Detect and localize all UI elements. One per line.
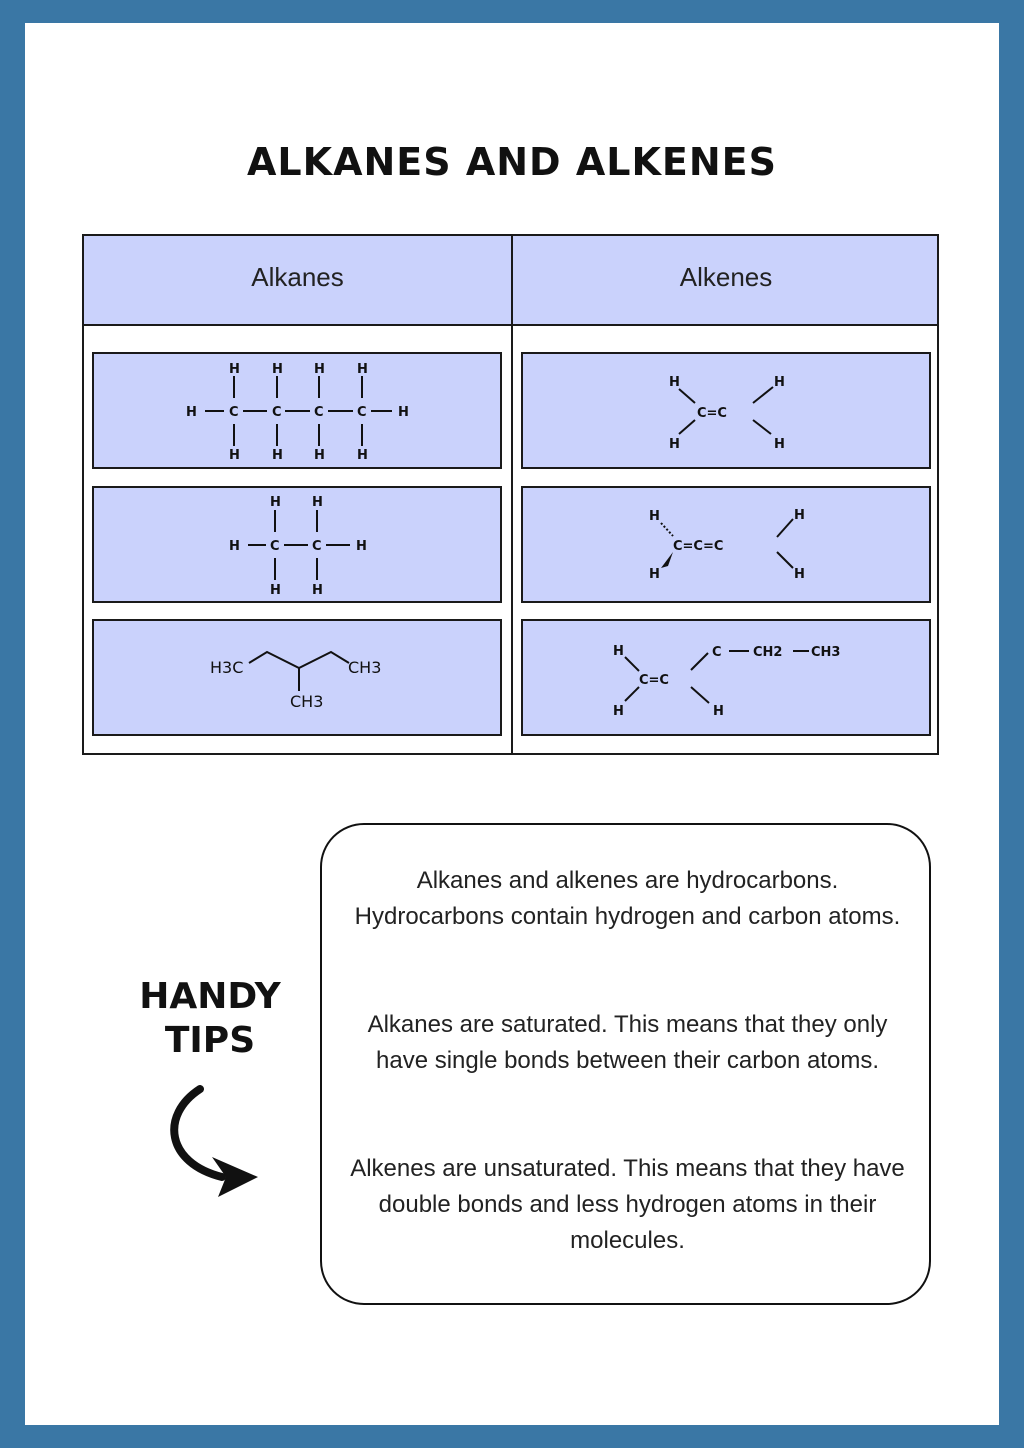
butane-cell	[92, 352, 502, 469]
ethane-structure	[94, 488, 504, 605]
handy-tips-line-2: TIPS	[164, 1020, 256, 1061]
ethene-cell	[521, 352, 931, 469]
atom-h: H	[669, 437, 680, 452]
atom-h: H	[270, 583, 281, 598]
atom-h: H	[312, 495, 323, 510]
atom-h: H	[229, 539, 240, 554]
allene-cell	[521, 486, 931, 603]
atom-h: H	[613, 704, 624, 719]
atom-h: H	[357, 362, 368, 377]
atom-c: C	[229, 405, 239, 420]
h3c-label: H3C	[210, 658, 244, 677]
ethene-structure	[523, 354, 933, 471]
group-ch2: CH2	[753, 645, 783, 660]
curved-arrow-icon	[160, 1085, 270, 1205]
allene-structure	[523, 488, 933, 605]
butene-structure	[523, 621, 933, 738]
tip-alkanes-saturated: Alkanes are saturated. This means that they only have single bonds between their carbon atoms.	[367, 1011, 888, 1074]
atom-h: H	[713, 704, 724, 719]
atom-h: H	[314, 448, 325, 463]
isobutane-cell	[92, 619, 502, 736]
atom-h: H	[357, 448, 368, 463]
atom-h: H	[272, 362, 283, 377]
atom-h: H	[186, 405, 197, 420]
atom-h: H	[270, 495, 281, 510]
comparison-table	[82, 234, 939, 755]
atom-h: H	[669, 375, 680, 390]
atom-h: H	[794, 567, 805, 582]
atom-h: H	[649, 567, 660, 582]
tip-hydrocarbons: Alkanes and alkenes are hydrocarbons. Hydrocarbons contain hydrogen and carbon atoms.	[354, 867, 901, 930]
atom-c: C	[272, 405, 282, 420]
column-divider	[511, 236, 513, 753]
atom-h: H	[314, 362, 325, 377]
atom-c: C	[270, 539, 280, 554]
ethane-cell	[92, 486, 502, 603]
atom-h: H	[229, 362, 240, 377]
tips-box	[320, 823, 931, 1305]
atom-h: H	[774, 437, 785, 452]
group-ch3: CH3	[811, 645, 841, 660]
ch3-label-bottom: CH3	[290, 692, 324, 711]
header-alkanes: Alkanes	[251, 262, 344, 292]
atom-h: H	[398, 405, 409, 420]
atom-h: H	[794, 508, 805, 523]
atom-c: C	[314, 405, 324, 420]
atom-c-double-c: C=C	[697, 406, 727, 421]
atom-c: C	[712, 645, 722, 660]
atom-c-double-c: C=C	[639, 673, 669, 688]
atom-c: C	[312, 539, 322, 554]
handy-tips-line-1: HANDY	[139, 976, 281, 1017]
atom-c: C	[357, 405, 367, 420]
butane-structure	[94, 354, 504, 471]
page-title: ALKANES AND ALKENES	[247, 140, 777, 184]
header-alkenes: Alkenes	[679, 262, 773, 292]
atom-h: H	[774, 375, 785, 390]
handy-tips-heading	[120, 975, 300, 1063]
butene-cell	[521, 619, 931, 736]
atom-c-double-c-double-c: C=C=C	[673, 539, 724, 554]
atom-h: H	[312, 583, 323, 598]
tip-alkenes-unsaturated: Alkenes are unsaturated. This means that they have double bonds and less hydrogen atoms in their molecules.	[350, 1155, 905, 1254]
atom-h: H	[272, 448, 283, 463]
atom-h: H	[229, 448, 240, 463]
atom-h: H	[356, 539, 367, 554]
ch3-label-right: CH3	[348, 658, 382, 677]
atom-h: H	[649, 509, 660, 524]
isobutane-skeletal	[94, 621, 504, 738]
atom-h: H	[613, 644, 624, 659]
